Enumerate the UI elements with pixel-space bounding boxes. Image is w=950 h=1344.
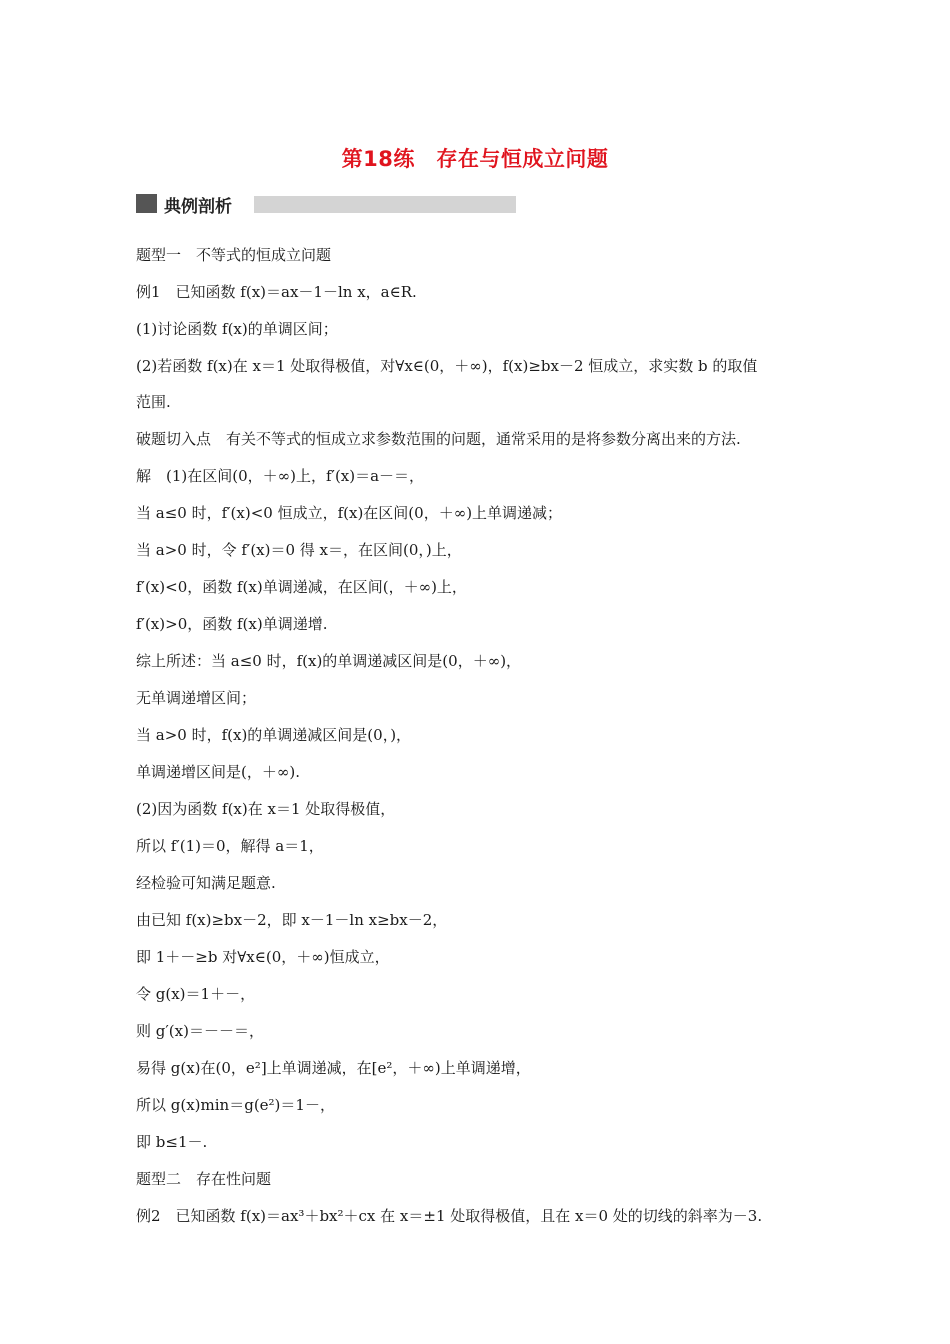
heading-type-two: 题型二 存在性问题 xyxy=(136,1170,272,1188)
solution-line: 易得 g(x)在(0，e²]上单调递减，在[e²，＋∞)上单调递增， xyxy=(136,1059,531,1077)
section-rule xyxy=(254,196,516,213)
solution-line: 所以 g(x)min＝g(e²)＝1－， xyxy=(136,1096,335,1114)
page-title: 第18练 存在与恒成立问题 xyxy=(341,147,609,171)
section-label: 典例剖析 xyxy=(164,197,232,217)
solution-line: 无单调递增区间； xyxy=(136,689,257,707)
solution-line: 单调递增区间是(，＋∞). xyxy=(136,763,300,781)
solution-line: 所以 f′(1)＝0，解得 a＝1， xyxy=(136,837,324,855)
section-marker xyxy=(136,194,157,213)
solution-line: 当 a>0 时，f(x)的单调递减区间是(0，)， xyxy=(136,726,412,744)
solution-line: f′(x)>0，函数 f(x)单调递增. xyxy=(136,615,328,633)
solution-line: (2)因为函数 f(x)在 x＝1 处取得极值， xyxy=(136,800,396,818)
solution-line: 即 1＋－≥b 对∀x∈(0，＋∞)恒成立， xyxy=(136,948,390,966)
solution-line: 综上所述：当 a≤0 时，f(x)的单调递减区间是(0，＋∞)， xyxy=(136,652,522,670)
solution-line: 令 g(x)＝1＋－， xyxy=(136,985,256,1003)
solution-line: 经检验可知满足题意. xyxy=(136,874,276,892)
solution-line: f′(x)<0，函数 f(x)单调递减，在区间(，＋∞)上， xyxy=(136,578,467,596)
solution-line: 则 g′(x)＝－－＝， xyxy=(136,1022,264,1040)
solution-line: 当 a≤0 时，f′(x)<0 恒成立，f(x)在区间(0，＋∞)上单调递减； xyxy=(136,504,563,522)
approach-note: 破题切入点 有关不等式的恒成立求参数范围的问题，通常采用的是将参数分离出来的方法. xyxy=(136,430,741,448)
section-header xyxy=(136,193,516,217)
document-body xyxy=(136,242,826,1240)
solution-line: 当 a>0 时，令 f′(x)＝0 得 x＝，在区间(0，)上， xyxy=(136,541,462,559)
solution-line: 解 (1)在区间(0，＋∞)上，f′(x)＝a－＝， xyxy=(136,467,425,485)
solution-line: 由已知 f(x)≥bx－2，即 x－1－ln x≥bx－2， xyxy=(136,911,448,929)
example-2-statement: 例2 已知函数 f(x)＝ax³＋bx²＋cx 在 x＝±1 处取得极值，且在 x＝0 处的切线的斜率为－3. xyxy=(136,1207,763,1225)
solution-line: 即 b≤1－. xyxy=(136,1133,208,1151)
question-part-2-cont: 范围. xyxy=(136,393,171,411)
question-part-1: (1)讨论函数 f(x)的单调区间； xyxy=(136,320,338,338)
example-1-statement: 例1 已知函数 f(x)＝ax－1－ln x，a∈R. xyxy=(136,283,417,301)
question-part-2: (2)若函数 f(x)在 x＝1 处取得极值，对∀x∈(0，＋∞)，f(x)≥bx－2 恒成立，求实数 b 的取值 xyxy=(136,357,758,375)
heading-type-one: 题型一 不等式的恒成立问题 xyxy=(136,246,332,264)
